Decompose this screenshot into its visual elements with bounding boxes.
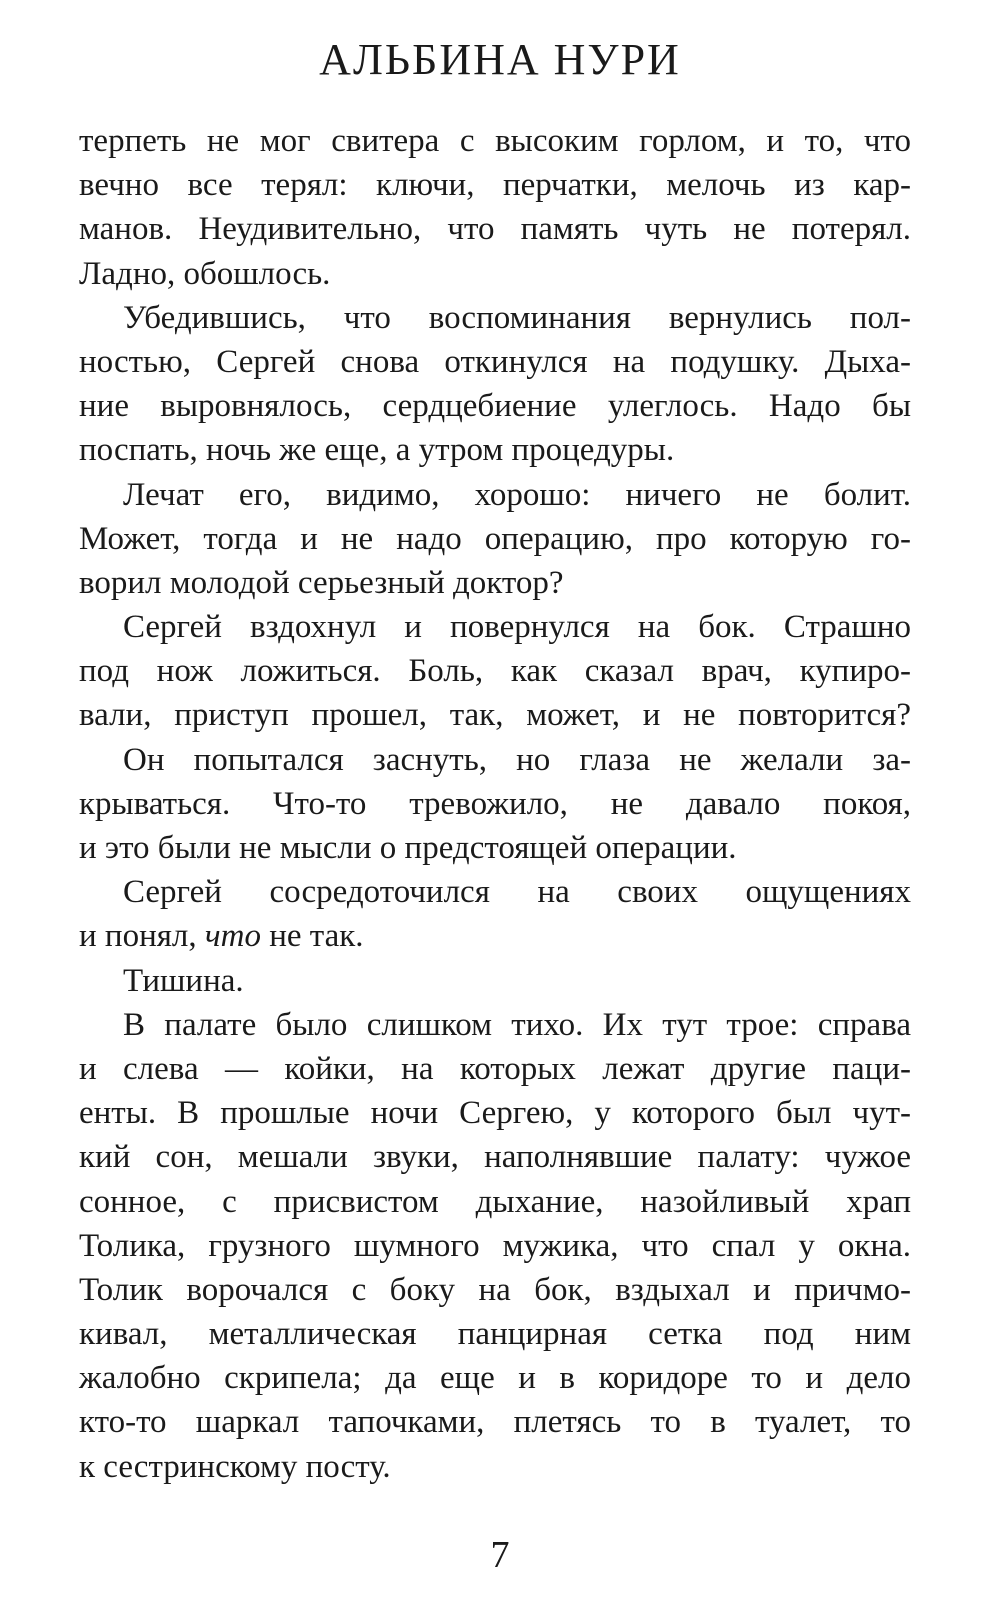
- text-line: кто-то шаркал тапочками, плетясь то в туалет, то: [79, 1404, 911, 1441]
- text-line: к сестринскому посту.: [79, 1448, 391, 1485]
- text-line: Толик ворочался с боку на бок, вздыхал и причмо-: [79, 1271, 911, 1308]
- text-line: вали, приступ прошел, так, может, и не повторится?: [79, 697, 911, 734]
- text-line: манов. Неудивительно, что память чуть не потерял.: [79, 211, 911, 248]
- text-line: Толика, грузного шумного мужика, что спал у окна.: [79, 1227, 911, 1264]
- text-line-understood: [79, 914, 911, 958]
- text-segment: не так.: [260, 918, 364, 955]
- text-line: под нож ложиться. Боль, как сказал врач, купиро-: [79, 653, 911, 690]
- text-line: кий сон, мешали звуки, наполнявшие палату: чужое: [79, 1139, 911, 1176]
- text-line: Тишина.: [123, 962, 244, 999]
- text-line: вечно все терял: ключи, перчатки, мелочь из кар-: [79, 167, 911, 204]
- text-line: Он попытался заснуть, но глаза не желали за-: [123, 741, 911, 778]
- text-line: и это были не мысли о предстоящей операции.: [79, 830, 737, 866]
- text-line: ворил молодой серьезный доктор?: [79, 564, 564, 601]
- text-line: крываться. Что-то тревожило, не давало покоя,: [79, 785, 911, 822]
- text-line: кивал, металлическая панцирная сетка под ним: [79, 1316, 911, 1353]
- text-emphasis: что: [204, 918, 261, 955]
- text-line: Убедившись, что воспоминания вернулись пол-: [123, 299, 911, 336]
- running-head-author: АЛЬБИНА НУРИ: [319, 35, 681, 84]
- text-line: сонное, с присвистом дыхание, назойливый храп: [79, 1183, 911, 1220]
- text-line: поспать, ночь же еще, а утром процедуры.: [79, 432, 675, 469]
- text-line: Сергей сосредоточился на своих ощущениях: [123, 874, 911, 911]
- text-line: Лечат его, видимо, хорошо: ничего не болит.: [123, 476, 911, 513]
- text-line: ние выровнялось, сердцебиение улеглось. Надо бы: [79, 388, 911, 425]
- text-line: енты. В прошлые ночи Сергею, у которого был чут-: [79, 1095, 911, 1132]
- text-segment: и понял,: [79, 918, 205, 955]
- body-text: [79, 119, 911, 1489]
- text-line: терпеть не мог свитера с высоким горлом, и то, что: [79, 123, 911, 159]
- text-line: и слева — койки, на которых лежат другие паци-: [79, 1050, 911, 1087]
- text-line: В палате было слишком тихо. Их тут трое: справа: [123, 1006, 911, 1043]
- text-line: Ладно, обошлось.: [79, 255, 331, 292]
- text-line: Может, тогда и не надо операцию, про которую го-: [79, 520, 911, 557]
- page-number: 7: [490, 1534, 510, 1576]
- text-line: жалобно скрипела; да еще и в коридоре то и дело: [79, 1360, 911, 1397]
- text-line: Сергей вздохнул и повернулся на бок. Страшно: [123, 609, 911, 646]
- text-line: ностью, Сергей снова откинулся на подушку. Дыха-: [79, 343, 911, 380]
